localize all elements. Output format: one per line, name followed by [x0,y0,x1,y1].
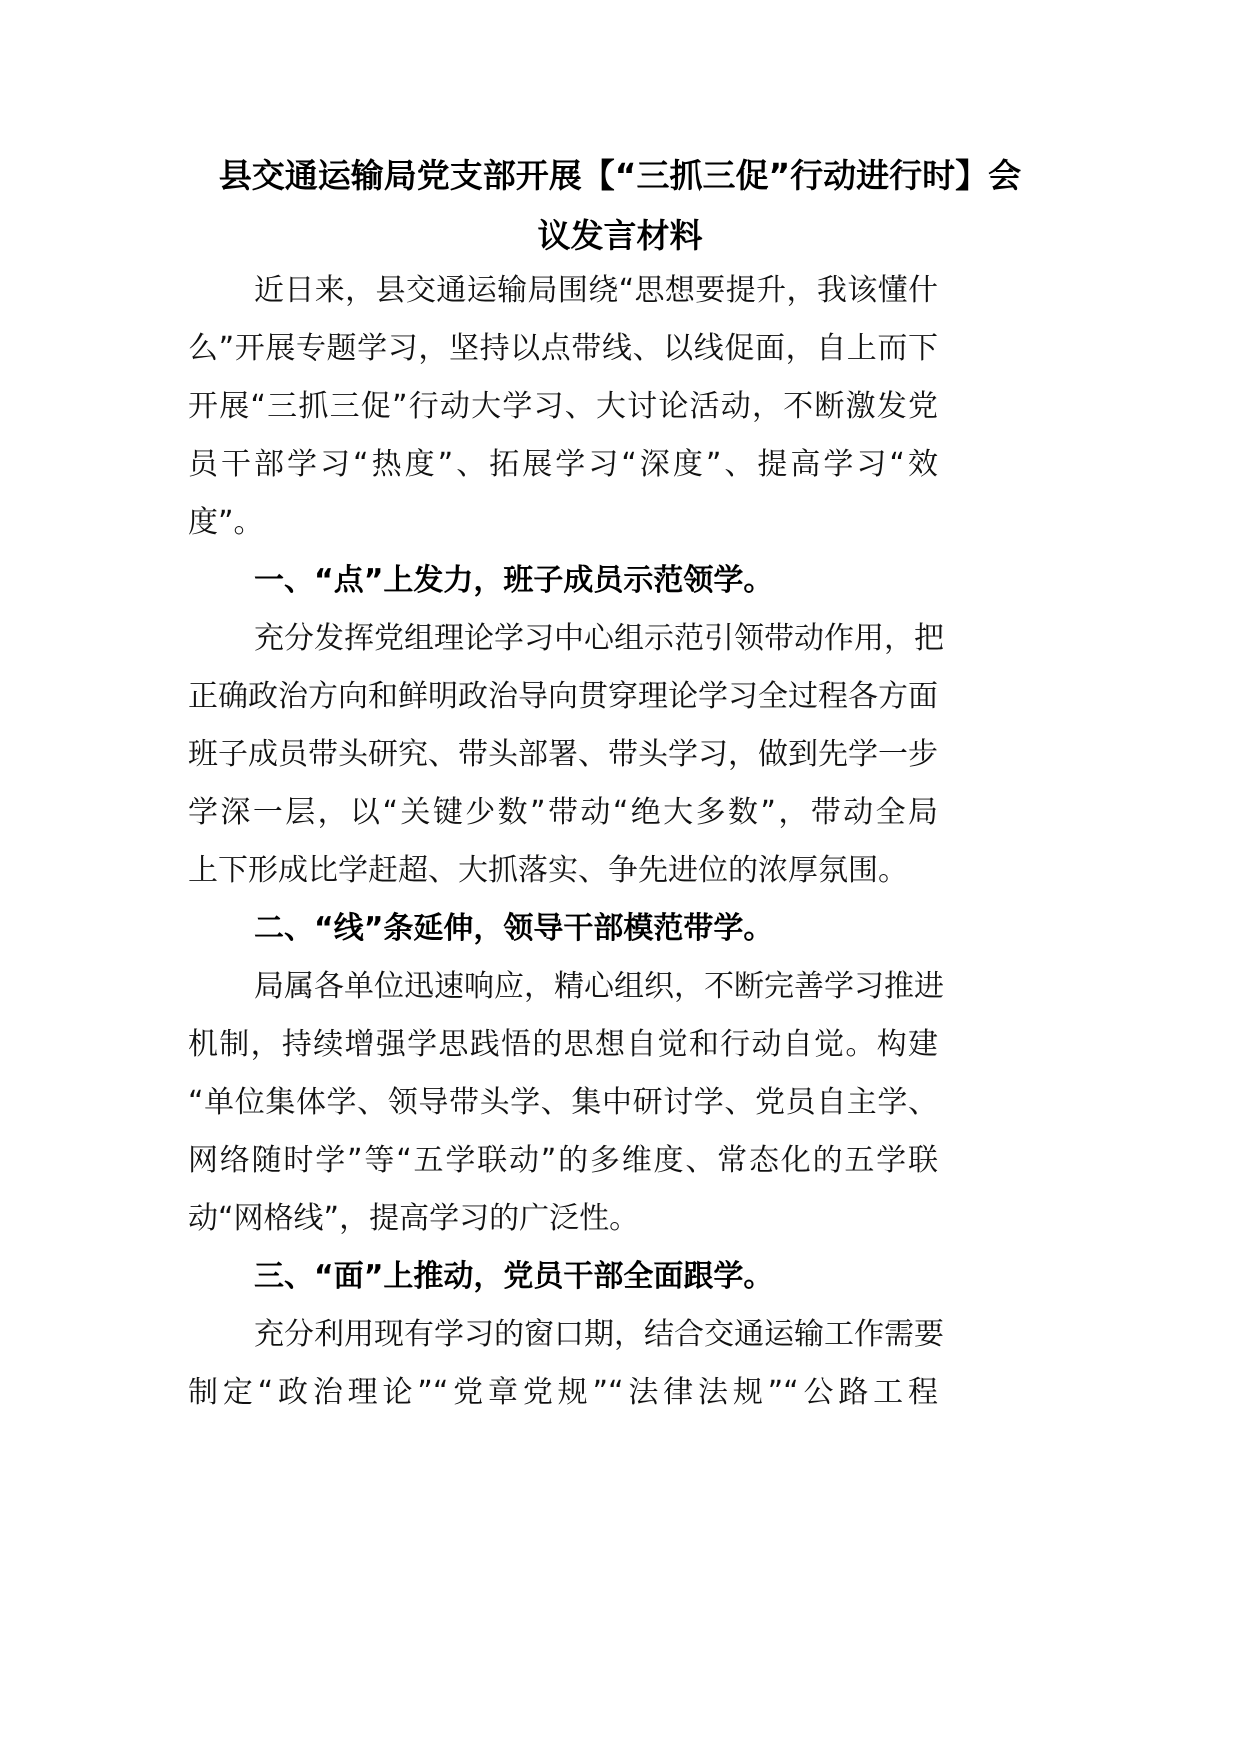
section-1-line-5: 上下形成比学赶超、大抓落实、争先进位的浓厚氛围。 [188,853,908,888]
intro-line-2: 么”开展专题学习，坚持以点带线、以线促面，自上而下 [188,331,938,366]
title-line-1: 县交通运输局党支部开展【“三抓三促”行动进行时】会 [218,156,1022,195]
section-1-line-4: 学深一层，以“关键少数”带动“绝大多数”，带动全局 [188,795,938,830]
section-2-line-5: 动“网格线”，提高学习的广泛性。 [188,1201,640,1236]
intro-line-3: 开展“三抓三促”行动大学习、大讨论活动，不断激发党 [188,389,938,424]
section-2-heading: 二、“线”条延伸，领导干部模范带学。 [254,911,774,946]
section-3-heading: 三、“面”上推动，党员干部全面跟学。 [254,1259,774,1294]
section-1-line-1: 充分发挥党组理论学习中心组示范引领带动作用，把 [254,621,944,656]
section-2-line-2: 机制，持续增强学思践悟的思想自觉和行动自觉。构建 [188,1027,938,1062]
section-3-line-1: 充分利用现有学习的窗口期，结合交通运输工作需要 [254,1317,944,1352]
intro-line-4: 员干部学习“热度”、拓展学习“深度”、提高学习“效 [188,447,938,482]
section-1-line-2: 正确政治方向和鲜明政治导向贯穿理论学习全过程各方面 [188,679,938,714]
title-line-2: 议发言材料 [537,216,703,255]
section-1-heading: 一、“点”上发力，班子成员示范领学。 [254,563,774,598]
intro-line-1: 近日来，县交通运输局围绕“思想要提升，我该懂什 [254,273,938,308]
section-2-line-3: “单位集体学、领导带头学、集中研讨学、党员自主学、 [188,1085,938,1120]
document-title [170,143,1070,269]
section-2-line-4: 网络随时学”等“五学联动”的多维度、常态化的五学联 [188,1143,938,1178]
intro-line-5: 度”。 [188,505,264,540]
section-2-line-1: 局属各单位迅速响应，精心组织，不断完善学习推进 [254,969,944,1004]
section-1-line-3: 班子成员带头研究、带头部署、带头学习，做到先学一步 [188,737,938,772]
section-3-line-2: 制定“政治理论”“党章党规”“法律法规”“公路工程 [188,1375,938,1410]
